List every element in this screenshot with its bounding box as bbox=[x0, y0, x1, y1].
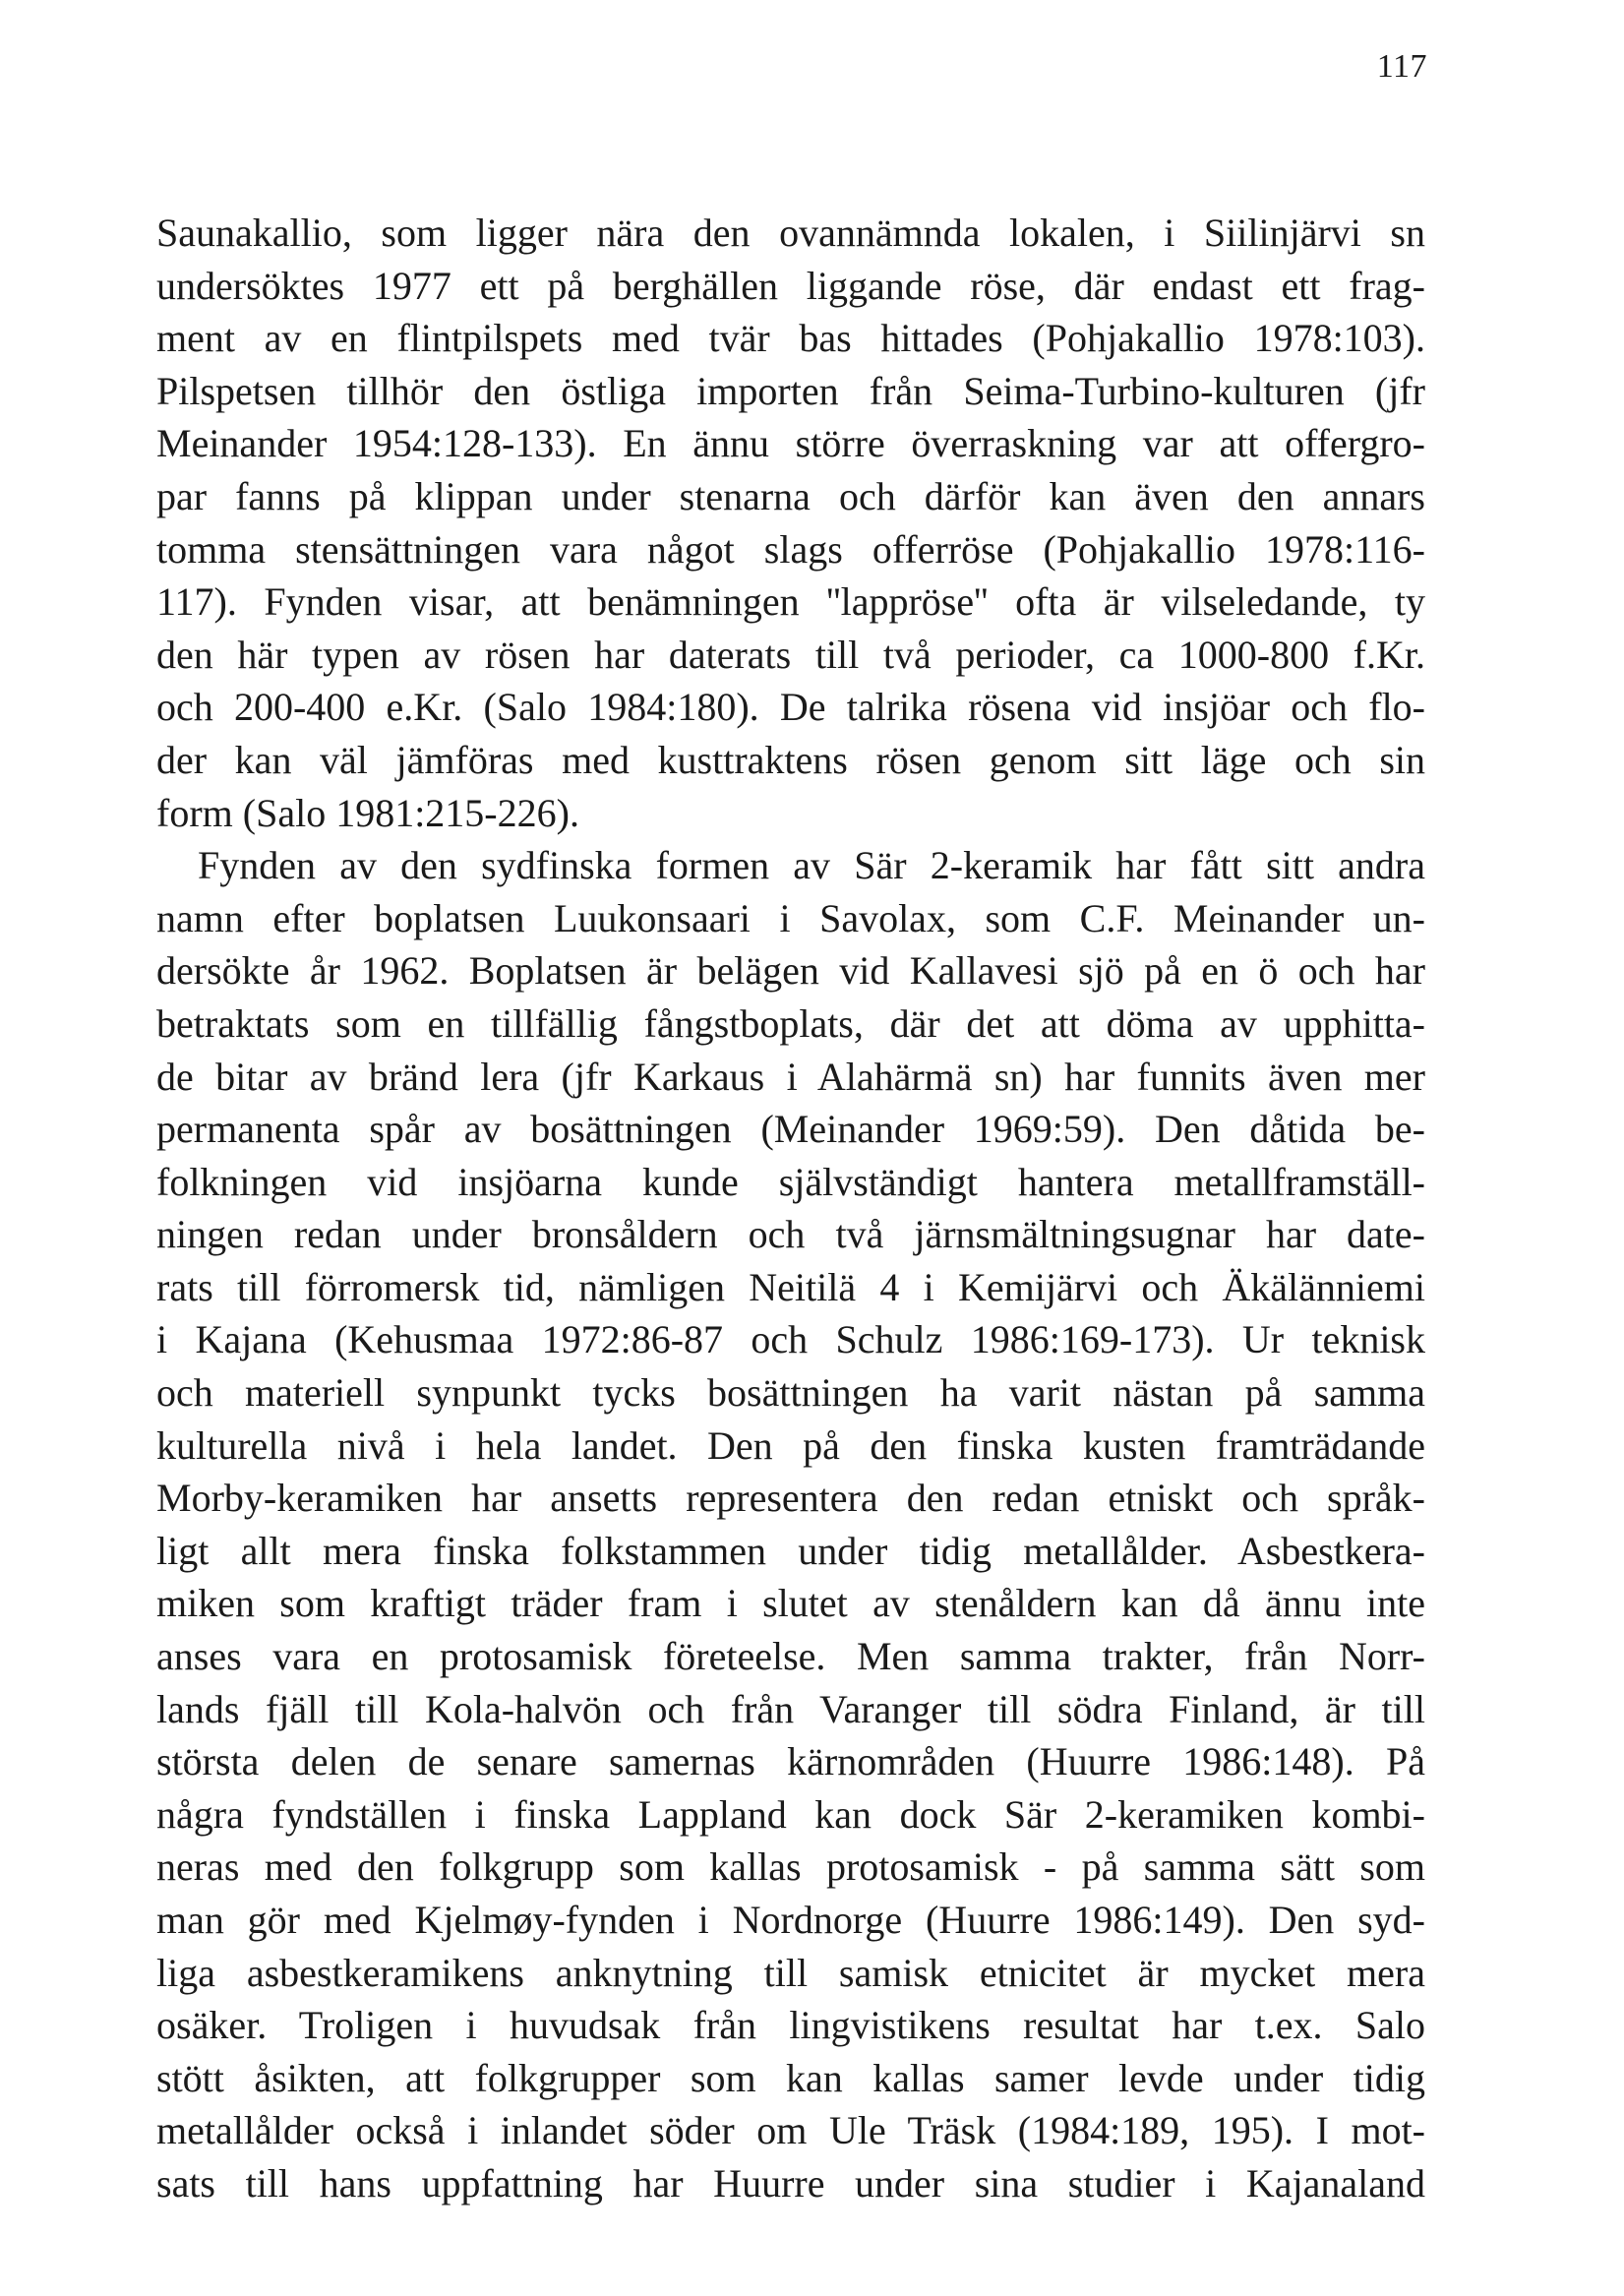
body-text bbox=[156, 207, 1425, 2210]
text-line: form (Salo 1981:215-226). bbox=[156, 790, 579, 835]
text-line: metallålder också i inlandet söder om Ule Träsk (1984:189, 195). I mot- bbox=[156, 2108, 1425, 2153]
text-line: miken som kraftigt träder fram i slutet av stenåldern kan då ännu inte bbox=[156, 1581, 1425, 1626]
text-line: och 200-400 e.Kr. (Salo 1984:180). De talrika rösena vid insjöar och flo- bbox=[156, 685, 1425, 730]
text-line: största delen de senare samernas kärnområden (Huurre 1986:148). På bbox=[156, 1739, 1425, 1784]
text-line: Meinander 1954:128-133). En ännu större överraskning var att offergro- bbox=[156, 421, 1425, 466]
text-line: neras med den folkgrupp som kallas protosamisk - på samma sätt som bbox=[156, 1844, 1425, 1890]
text-line: de bitar av bränd lera (jfr Karkaus i Alahärmä sn) har funnits även mer bbox=[156, 1054, 1425, 1099]
text-line: Morby-keramiken har ansetts representera den redan etniskt och språk- bbox=[156, 1476, 1425, 1521]
text-line: Fynden av den sydfinska formen av Sär 2-keramik har fått sitt andra bbox=[198, 843, 1425, 888]
text-line: stött åsikten, att folkgrupper som kan kallas samer levde under tidig bbox=[156, 2055, 1425, 2100]
text-line: liga asbestkeramikens anknytning till samisk etnicitet är mycket mera bbox=[156, 1950, 1425, 1995]
text-line: den här typen av rösen har daterats till två perioder, ca 1000-800 f.Kr. bbox=[156, 632, 1425, 677]
text-line: undersöktes 1977 ett på berghällen liggande röse, där endast ett frag- bbox=[156, 263, 1425, 308]
text-line: permanenta spår av bosättningen (Meinander 1969:59). Den dåtida be- bbox=[156, 1107, 1425, 1152]
text-line: sats till hans uppfattning har Huurre under sina studier i Kajanaland bbox=[156, 2160, 1425, 2205]
text-line: namn efter boplatsen Luukonsaari i Savolax, som C.F. Meinander un- bbox=[156, 895, 1425, 940]
text-line: folkningen vid insjöarna kunde självständigt hantera metallframställ- bbox=[156, 1159, 1425, 1204]
text-line: der kan väl jämföras med kusttraktens rösen genom sitt läge och sin bbox=[156, 737, 1425, 782]
text-line: ligt allt mera finska folkstammen under tidig metallålder. Asbestkera- bbox=[156, 1528, 1425, 1573]
text-line: ment av en flintpilspets med tvär bas hittades (Pohjakallio 1978:103). bbox=[156, 316, 1425, 361]
text-line: osäker. Troligen i huvudsak från lingvistikens resultat har t.ex. Salo bbox=[156, 2003, 1425, 2048]
text-line: lands fjäll till Kola-halvön och från Varanger till södra Finland, är till bbox=[156, 1686, 1425, 1731]
text-line: tomma stensättningen vara något slags offerröse (Pohjakallio 1978:116- bbox=[156, 526, 1425, 572]
text-line: dersökte år 1962. Boplatsen är belägen vid Kallavesi sjö på en ö och har bbox=[156, 948, 1425, 994]
text-line: par fanns på klippan under stenarna och därför kan även den annars bbox=[156, 473, 1425, 518]
page-number: 117 bbox=[1376, 48, 1427, 85]
text-line: betraktats som en tillfällig fångstboplats, där det att döma av upphitta- bbox=[156, 1000, 1425, 1046]
text-line: kulturella nivå i hela landet. Den på den finska kusten framträdande bbox=[156, 1422, 1425, 1468]
text-line: några fyndställen i finska Lappland kan dock Sär 2-keramiken kombi- bbox=[156, 1791, 1425, 1837]
text-line: rats till förromersk tid, nämligen Neitilä 4 i Kemijärvi och Äkälänniemi bbox=[156, 1264, 1425, 1309]
text-line: i Kajana (Kehusmaa 1972:86-87 och Schulz 1986:169-173). Ur teknisk bbox=[156, 1317, 1425, 1362]
text-line: och materiell synpunkt tycks bosättningen ha varit nästan på samma bbox=[156, 1370, 1425, 1416]
text-line: Pilspetsen tillhör den östliga importen från Seima-Turbino-kulturen (jfr bbox=[156, 368, 1425, 413]
text-line: 117). Fynden visar, att benämningen ''lappröse'' ofta är vilseledande, ty bbox=[156, 579, 1425, 625]
text-line: ningen redan under bronsåldern och två järnsmältningsugnar har date- bbox=[156, 1212, 1425, 1257]
text-line: man gör med Kjelmøy-fynden i Nordnorge (Huurre 1986:149). Den syd- bbox=[156, 1898, 1425, 1942]
text-line: Saunakallio, som ligger nära den ovannämnda lokalen, i Siilinjärvi sn bbox=[156, 211, 1425, 255]
text-line: anses vara en protosamisk företeelse. Men samma trakter, från Norr- bbox=[156, 1634, 1425, 1679]
